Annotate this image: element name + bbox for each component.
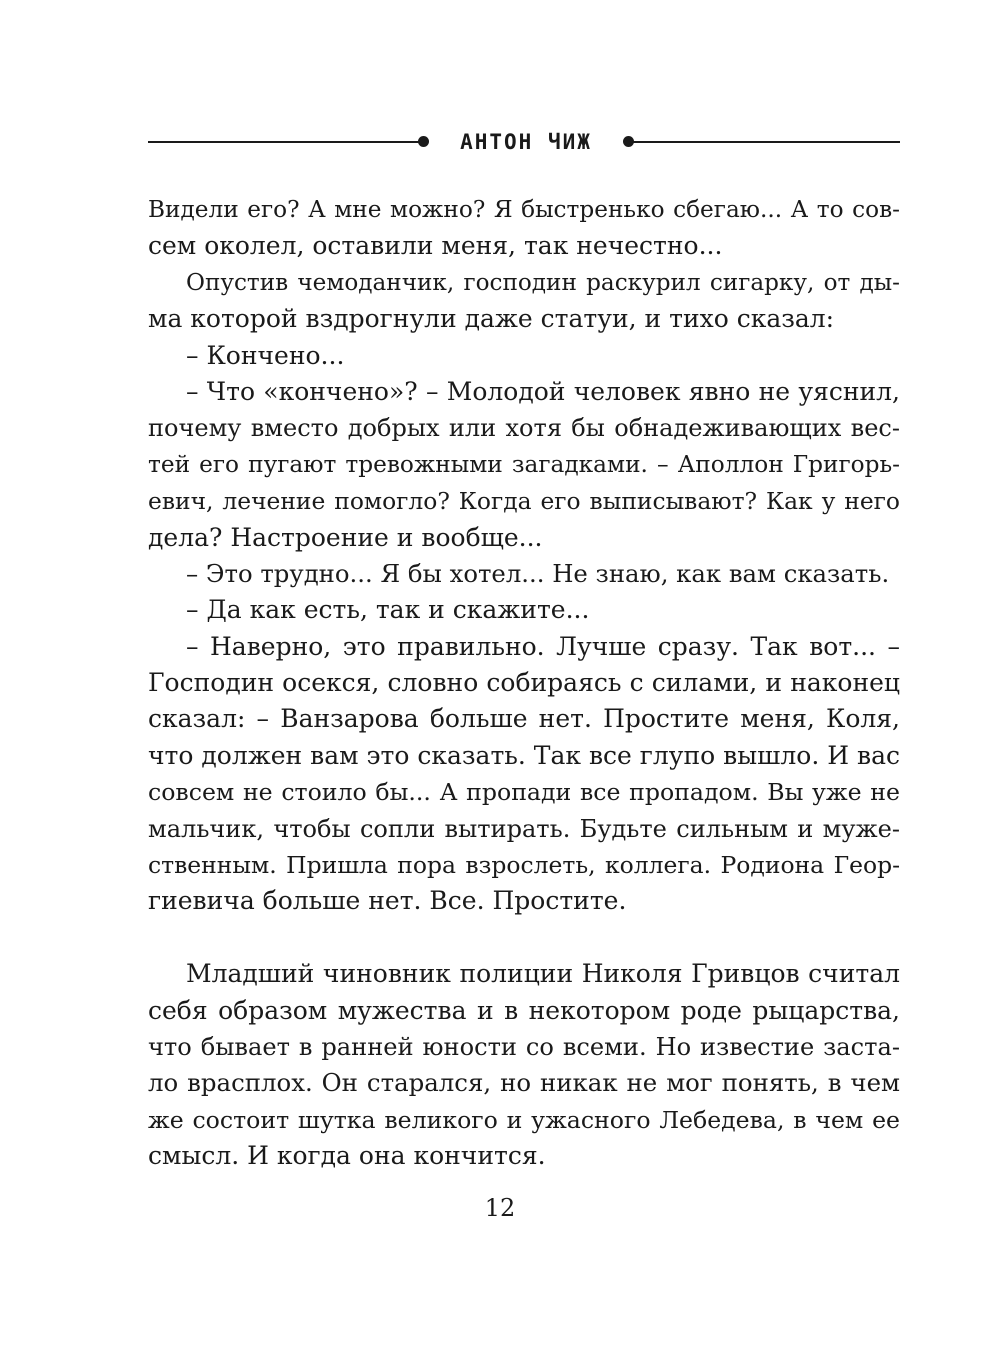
text-line: совсем не стоило бы... А пропади все пропадом. Вы уже не [148, 778, 900, 807]
text-line: гиевича больше нет. Все. Простите. [148, 886, 627, 916]
text-line: дела? Настроение и вообще... [148, 522, 543, 552]
page-number: 12 [484, 1194, 516, 1222]
text-line: себя образом мужества и в некотором роде рыцарства, [148, 995, 900, 1025]
running-header [148, 128, 900, 156]
text-line: – Кончено... [186, 340, 345, 370]
text-line: сказал: – Ванзарова больше нет. Простите меня, Коля, [148, 704, 900, 734]
author-name: АНТОН ЧИЖ [460, 130, 592, 154]
text-line: ло врасплох. Он старался, но никак не мог понять, в чем [148, 1068, 900, 1098]
text-line: же состоит шутка великого и ужасного Лебедева, в чем ее [148, 1105, 900, 1134]
header-rule-left [148, 141, 420, 143]
text-line: что бывает в ранней юности со всеми. Но известие заста- [148, 1032, 900, 1061]
text-line: – Что «кончено»? – Молодой человек явно не уяснил, [186, 376, 900, 406]
text-line: – Наверно, это правильно. Лучше сразу. Так вот... – [186, 631, 900, 661]
text-line: евич, лечение помогло? Когда его выписывают? Как у него [148, 487, 900, 516]
text-line: тей его пугают тревожными загадками. – Аполлон Григорь- [148, 450, 900, 478]
header-bullet-left [418, 136, 429, 147]
header-rule-right [632, 141, 900, 143]
text-line: смысл. И когда она кончится. [148, 1141, 546, 1171]
body-text [148, 192, 900, 1175]
text-line: – Это трудно... Я бы хотел... Не знаю, как вам сказать. [186, 558, 890, 588]
text-line: – Да как есть, так и скажите... [186, 595, 590, 625]
text-line: ственным. Пришла пора взрослеть, коллега. Родиона Геор- [148, 851, 900, 880]
text-line: мальчик, чтобы сопли вытирать. Будьте сильным и муже- [148, 814, 900, 843]
text-line: Господин осекся, словно собираясь с силами, и наконец [148, 668, 900, 698]
text-line: Видели его? А мне можно? Я быстренько сбегаю... А то сов- [148, 196, 900, 223]
text-line: Опустив чемоданчик, господин раскурил сигарку, от ды- [186, 269, 900, 296]
text-line: ма которой вздрогнули даже статуи, и тихо сказал: [148, 304, 835, 334]
text-line: почему вместо добрых или хотя бы обнадеживающих вес- [148, 414, 900, 443]
text-line: сем околел, оставили меня, так нечестно... [148, 231, 723, 261]
section-break [148, 920, 900, 956]
text-line: что должен вам это сказать. Так все глупо вышло. И вас [148, 740, 900, 770]
text-line: Младший чиновник полиции Николя Гривцов считал [186, 959, 900, 989]
